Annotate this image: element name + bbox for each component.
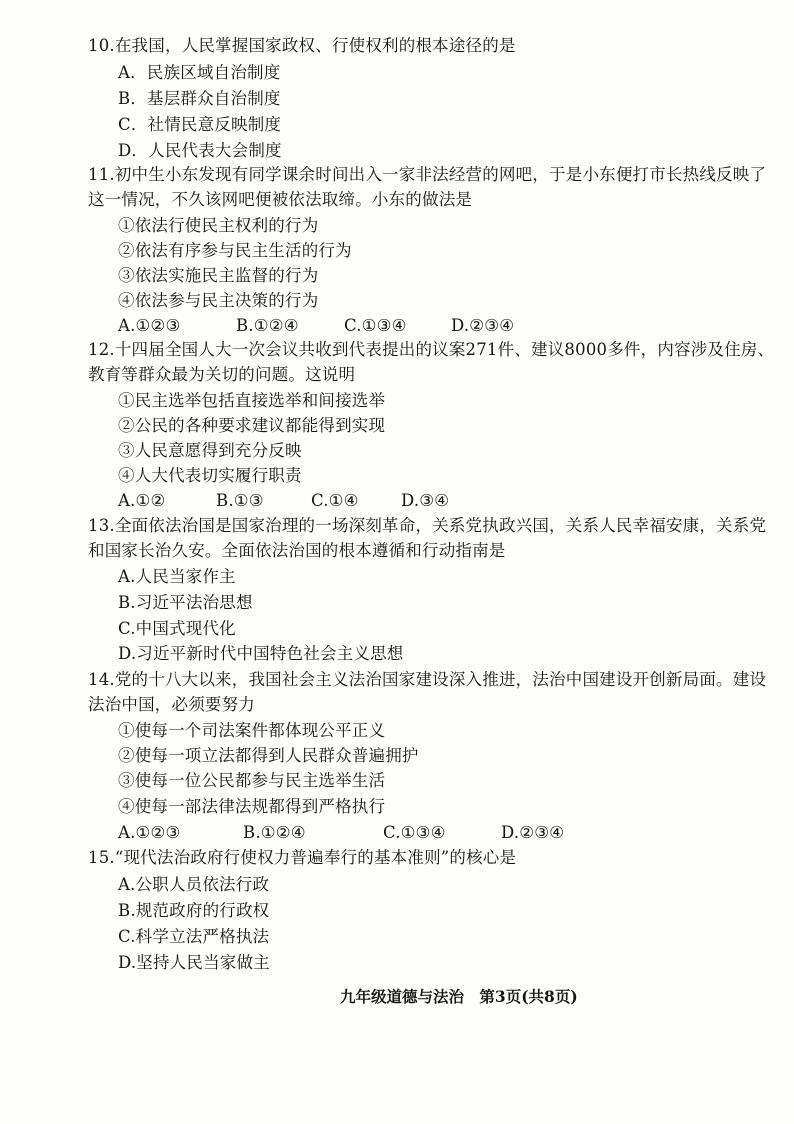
question-12-statement-4: ④人大代表切实履行职责 xyxy=(118,466,302,485)
question-10-option-d: D．人民代表大会制度 xyxy=(118,141,282,160)
question-10-option-b: B．基层群众自治制度 xyxy=(118,89,281,108)
question-12-choice-b: B.①③ xyxy=(216,491,264,510)
question-14-statement-2: ②使每一项立法都得到人民群众普遍拥护 xyxy=(118,746,419,765)
question-11-statement-3: ③依法实施民主监督的行为 xyxy=(118,266,319,285)
question-10-option-a: A．民族区域自治制度 xyxy=(118,63,281,82)
question-14-choice-c: C.①③④ xyxy=(383,823,446,842)
question-11-choice-c: C.①③④ xyxy=(344,316,407,335)
question-13-stem-line-2: 和国家长治久安。全面依法治国的根本遵循和行动指南是 xyxy=(88,541,506,560)
question-11-choice-d: D.②③④ xyxy=(451,316,515,335)
question-12-statement-1: ①民主选举包括直接选举和间接选举 xyxy=(118,391,386,410)
question-12-choice-d: D.③④ xyxy=(401,491,450,510)
question-13-stem-line-1: 13.全面依法治国是国家治理的一场深刻革命，关系党执政兴国，关系人民幸福安康，关系党 xyxy=(88,516,767,535)
question-12-statement-2: ②公民的各种要求建议都能得到实现 xyxy=(118,416,386,435)
question-14-choice-b: B.①②④ xyxy=(243,823,306,842)
question-12-statement-3: ③人民意愿得到充分反映 xyxy=(118,441,302,460)
question-12-choice-a: A.①② xyxy=(118,491,166,510)
question-12-stem-line-2: 教育等群众最为关切的问题。这说明 xyxy=(88,365,356,384)
question-11-statement-2: ②依法有序参与民主生活的行为 xyxy=(118,241,352,260)
footer-subject: 九年级道德与法治 xyxy=(340,987,465,1006)
footer-page-number: 第3页(共8页) xyxy=(479,987,578,1006)
question-10-option-c: C．社情民意反映制度 xyxy=(118,115,282,134)
question-13-option-a: A.人民当家作主 xyxy=(118,567,236,586)
question-13-option-b: B.习近平法治思想 xyxy=(118,593,253,612)
question-11-statement-1: ①依法行使民主权利的行为 xyxy=(118,216,319,235)
question-11-choice-a: A.①②③ xyxy=(118,316,181,335)
question-10-stem: 10.在我国，人民掌握国家政权、行使权利的根本途径的是 xyxy=(88,36,516,55)
question-14-stem-line-2: 法治中国，必须要努力 xyxy=(88,695,255,714)
question-14-choice-a: A.①②③ xyxy=(118,823,181,842)
question-14-stem-line-1: 14.党的十八大以来，我国社会主义法治国家建设深入推进，法治中国建设开创新局面。建设 xyxy=(88,670,767,689)
question-12-stem-line-1: 12.十四届全国人大一次会议共收到代表提出的议案271件、建议8000多件，内容涉及住房、 xyxy=(88,340,775,359)
question-11-statement-4: ④依法参与民主决策的行为 xyxy=(118,291,319,310)
question-14-statement-1: ①使每一个司法案件都体现公平正义 xyxy=(118,721,386,740)
question-15-option-c: C.科学立法严格执法 xyxy=(118,927,270,946)
question-12-choice-c: C.①④ xyxy=(311,491,359,510)
question-11-stem-line-2: 这一情况，不久该网吧便被依法取缔。小东的做法是 xyxy=(88,190,473,209)
question-11-choice-b: B.①②④ xyxy=(236,316,299,335)
question-13-option-c: C.中国式现代化 xyxy=(118,619,236,638)
question-15-stem: 15.“现代法治政府行使权力普遍奉行的基本准则”的核心是 xyxy=(88,848,517,867)
page-footer xyxy=(340,986,578,1008)
question-15-option-a: A.公职人员依法行政 xyxy=(118,875,270,894)
question-14-statement-3: ③使每一位公民都参与民主选举生活 xyxy=(118,771,386,790)
question-15-option-b: B.规范政府的行政权 xyxy=(118,901,270,920)
question-14-choice-d: D.②③④ xyxy=(501,823,565,842)
question-11-stem-line-1: 11.初中生小东发现有同学课余时间出入一家非法经营的网吧，于是小东便打市长热线反映了 xyxy=(88,165,767,184)
question-14-statement-4: ④使每一部法律法规都得到严格执行 xyxy=(118,797,386,816)
question-13-option-d: D.习近平新时代中国特色社会主义思想 xyxy=(118,644,404,663)
question-15-option-d: D.坚持人民当家做主 xyxy=(118,953,270,972)
